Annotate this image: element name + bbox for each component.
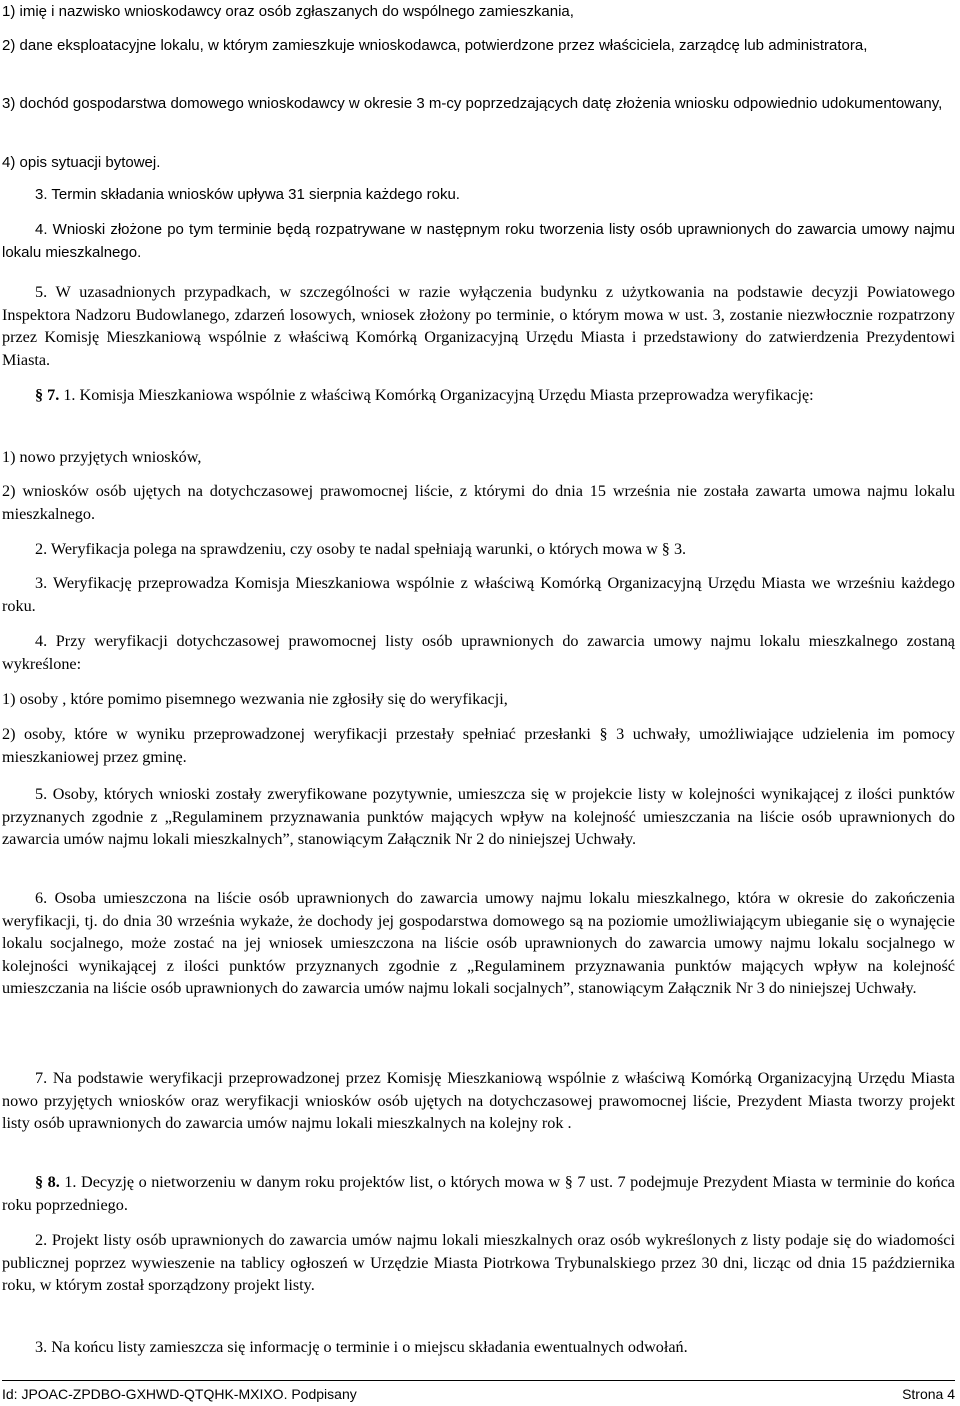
section-7-text: 1. Komisja Mieszkaniowa wspólnie z właściwą Komórką Organizacyjną Urzędu Miasta przeprowadza weryfikację: (59, 386, 814, 404)
list-item-3: 3) dochód gospodarstwa domowego wnioskodawcy w okresie 3 m-cy poprzedzających datę złożenia wniosku odpowiednio udokumentowany, (2, 95, 943, 112)
section-8-text: 1. Decyzję o nietworzeniu w danym roku projektów list, o których mowa w § 7 ust. 7 podejmuje Prezydent Miasta w terminie do końca roku poprzedniego. (2, 1173, 955, 1214)
list-item-4: 4) opis sytuacji bytowej. (2, 154, 161, 171)
section-7-paragraph-1 (2, 384, 955, 407)
paragraph-7-4: 4. Przy weryfikacji dotychczasowej prawomocnej listy osób uprawnionych do zawarcia umowy najmu lokalu mieszkalnego zostaną wykreślone: (2, 632, 955, 673)
list-item-7-4-2: 2) osoby, które w wyniku przeprowadzonej weryfikacji przestały spełniać przesłanki § 3 uchwały, umożliwiające udzielenia im pomocy mieszkaniowej przez gminę. (2, 725, 955, 766)
paragraph-5: 5. W uzasadnionych przypadkach, w szczególności w razie wyłączenia budynku z użytkowania na podstawie decyzji Powiatowego Inspektora Nadzoru Budowlanego, zdarzeń losowych, wniosek złożony po terminie, o którym mowa w ust. 3, zostanie niezwłocznie rozpatrzony przez Komisję Mieszkaniową wspólnie z właściwą Komórką Organizacyjną Urzędu Miasta i przedstawiony do zatwierdzenia Prezydentowi Miasta. (2, 283, 955, 369)
paragraph-3: 3. Termin składania wniosków upływa 31 sierpnia każdego roku. (35, 186, 460, 203)
section-8-paragraph-1 (2, 1171, 955, 1216)
footer-divider (2, 1380, 955, 1381)
paragraph-7-2: 2. Weryfikacja polega na sprawdzeniu, czy osoby te nadal spełniają warunki, o których mowa w § 3. (35, 540, 687, 558)
paragraph-7-5: 5. Osoby, których wnioski zostały zweryfikowane pozytywnie, umieszcza się w projekcie listy w kolejności wynikającej z ilości punktów przyznanych zgodnie z „Regulaminem przyznawania punktów mających wpływ na kolejność umieszczania na liście osób uprawnionych do zawarcia umów najmu lokali mieszkalnych”, stanowiącym Załącznik Nr 2 do niniejszej Uchwały. (2, 785, 955, 848)
footer-document-id: Id: JPOAC-ZPDBO-GXHWD-QTQHK-MXIXO. Podpisany (2, 1386, 357, 1402)
paragraph-7-6: 6. Osoba umieszczona na liście osób uprawnionych do zawarcia umowy najmu lokalu mieszkalnego, która w okresie do zakończenia weryfikacji, tj. do dnia 30 września wykaże, że dochody jej gospodarstwa domowego są na poziomie umożliwiającym ubieganie się o wynajęcie lokalu socjalnego, może zostać na jej wniosek umieszczona na liście osób uprawnionych do zawarcia umowy najmu lokalu socjalnego w kolejności wynikającej z ilości punktów przyznanych zgodnie z „Regulaminem przyznawania punktów mających wpływ na kolejność umieszczania na liście osób uprawnionych do zawarcia umów najmu lokali socjalnych”, stanowiącym Załącznik Nr 3 do niniejszej Uchwały. (2, 889, 955, 997)
list-item-7-1: 1) nowo przyjętych wniosków, (2, 448, 202, 466)
paragraph-8-3: 3. Na końcu listy zamieszcza się informację o terminie i o miejscu składania ewentualnych odwołań. (35, 1338, 688, 1356)
list-item-7-2: 2) wniosków osób ujętych na dotychczasowej prawomocnej liście, z którymi do dnia 15 września nie została zawarta umowa najmu lokalu mieszkalnego. (2, 482, 955, 523)
section-7-marker: § 7. (35, 386, 60, 404)
paragraph-4: 4. Wnioski złożone po tym terminie będą rozpatrywane w następnym roku tworzenia listy osób uprawnionych do zawarcia umowy najmu lokalu mieszkalnego. (2, 221, 955, 261)
section-8-marker: § 8. (35, 1173, 60, 1191)
list-item-1: 1) imię i nazwisko wnioskodawcy oraz osób zgłaszanych do wspólnego zamieszkania, (2, 3, 574, 20)
footer-page-number: Strona 4 (902, 1386, 955, 1402)
list-item-2: 2) dane eksploatacyjne lokalu, w którym zamieszkuje wnioskodawca, potwierdzone przez właściciela, zarządcę lub administratora, (2, 37, 868, 54)
paragraph-8-2: 2. Projekt listy osób uprawnionych do zawarcia umów najmu lokali mieszkalnych oraz osób wykreślonych z listy podaje się do wiadomości publicznej poprzez wywieszenie na tablicy ogłoszeń w Urzędzie Miasta Piotrkowa Trybunalskiego przez 30 dni, licząc od dnia 15 października roku, w którym został sporządzony projekt listy. (2, 1231, 955, 1294)
paragraph-7-3: 3. Weryfikację przeprowadza Komisja Mieszkaniowa wspólnie z właściwą Komórką Organizacyjną Urzędu Miasta we wrześniu każdego roku. (2, 574, 955, 615)
paragraph-7-7: 7. Na podstawie weryfikacji przeprowadzonej przez Komisję Mieszkaniową wspólnie z właściwą Komórką Organizacyjną Urzędu Miasta nowo przyjętych wniosków oraz weryfikacji wniosków osób ujętych na dotychczasowej prawomocnej liście, Prezydent Miasta tworzy projekt listy osób uprawnionych do zawarcia umów najmu lokali mieszkalnych na kolejny rok . (2, 1069, 955, 1132)
list-item-7-4-1: 1) osoby , które pomimo pisemnego wezwania nie zgłosiły się do weryfikacji, (2, 690, 508, 708)
